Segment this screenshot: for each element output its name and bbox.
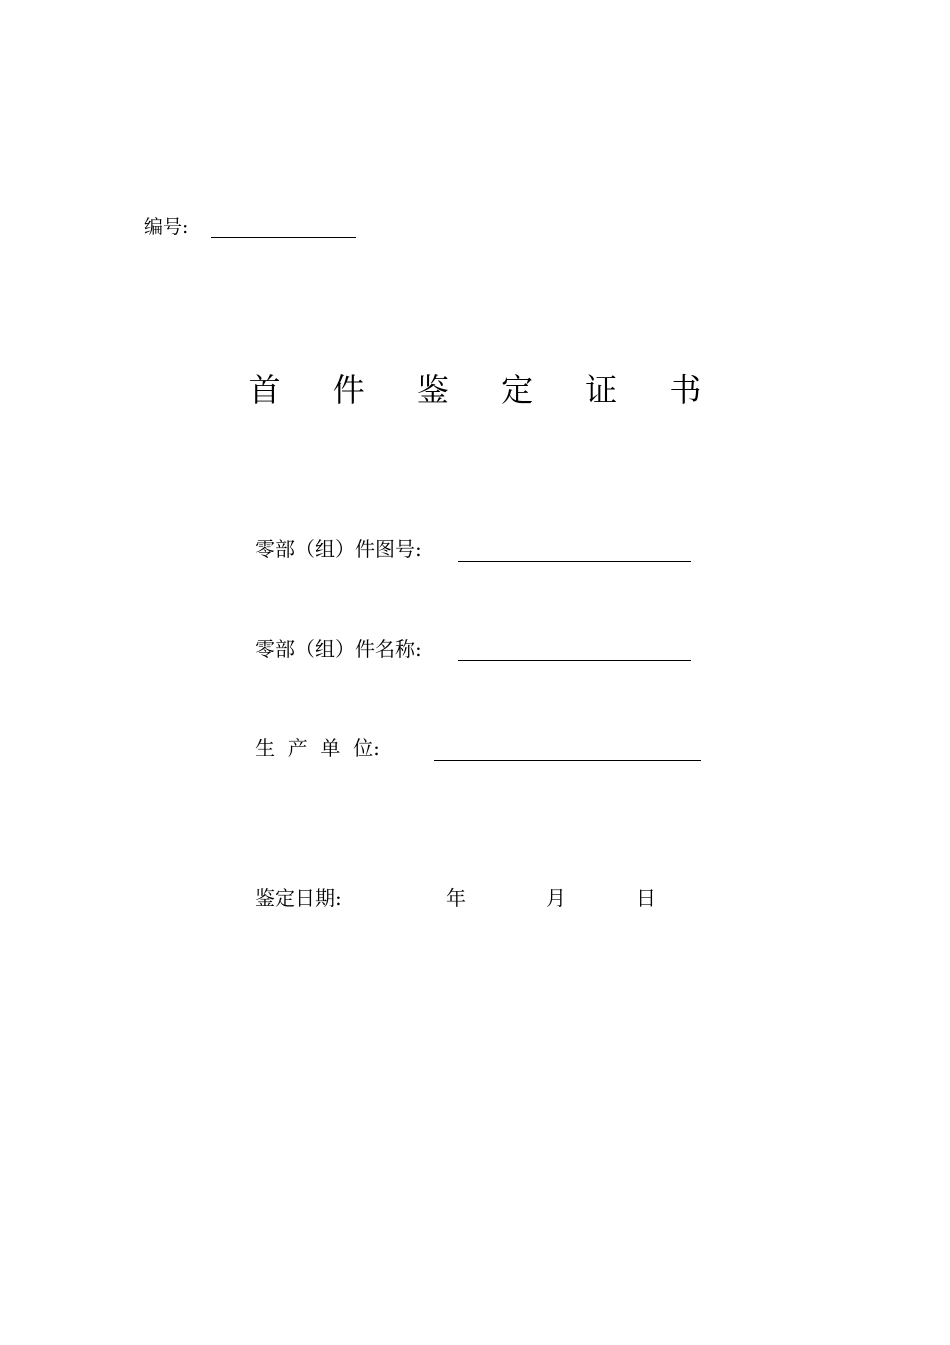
serial-number-field-line[interactable]: [211, 237, 356, 238]
drawing-number-label: 零部（组）件图号:: [255, 537, 422, 561]
document-title: 首 件 鉴 定 证 书: [248, 371, 723, 409]
part-name-field-line[interactable]: [458, 660, 691, 661]
date-year-label: 年: [446, 886, 466, 910]
inspection-date-label: 鉴定日期:: [255, 886, 342, 910]
date-month-label: 月: [546, 886, 566, 910]
production-unit-field-line[interactable]: [434, 760, 701, 761]
date-day-label: 日: [636, 886, 656, 910]
serial-number-label: 编号:: [144, 216, 189, 238]
part-name-label: 零部（组）件名称:: [255, 637, 422, 661]
production-unit-label: 生 产 单 位:: [255, 736, 380, 760]
drawing-number-field-line[interactable]: [458, 561, 691, 562]
